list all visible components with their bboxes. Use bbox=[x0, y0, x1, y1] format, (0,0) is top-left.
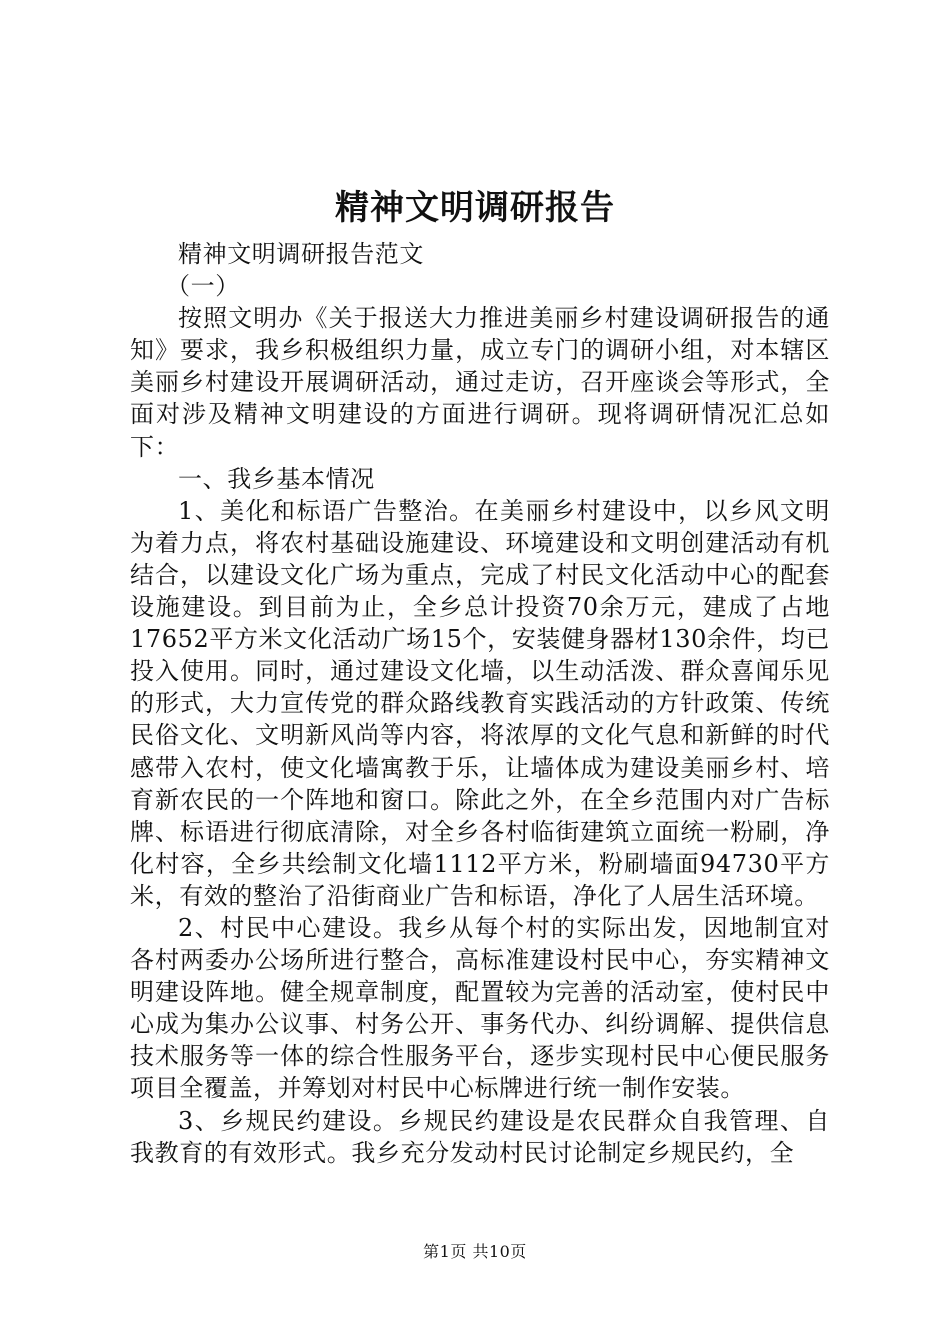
section-heading: 一、我乡基本情况 bbox=[178, 464, 375, 493]
paragraph-item-3: 3、乡规民约建设。乡规民约建设是农民群众自我管理、自我教育的有效形式。我乡充分发动村民讨论制定乡规民约，全 bbox=[130, 1106, 830, 1167]
document-title: 精神文明调研报告 bbox=[335, 188, 615, 228]
page-footer: 第1页 共10页 bbox=[423, 1242, 527, 1261]
paragraph-item-2: 2、村民中心建设。我乡从每个村的实际出发，因地制宜对各村两委办公场所进行整合，高标准建设村民中心，夯实精神文明建设阵地。健全规章制度，配置较为完善的活动室，使村民中心成为集办公议事、村务公开、事务代办、纠纷调解、提供信息技术服务等一体的综合性服务平台，逐步实现村民中心便民服务项目全覆盖，并筹划对村民中心标牌进行统一制作安装。 bbox=[130, 913, 830, 1103]
document-body bbox=[130, 238, 830, 1169]
document-subtitle: 精神文明调研报告范文 bbox=[178, 240, 424, 268]
paragraph-item-1: 1、美化和标语广告整治。在美丽乡村建设中，以乡风文明为着力点，将农村基础设施建设、环境建设和文明创建活动有机结合，以建设文化广场为重点，完成了村民文化活动中心的配套设施建设。到目前为止，全乡总计投资70余万元，建成了占地17652平方米文化活动广场15个，安装健身器材130余件，均已投入使用。同时，通过建设文化墙，以生动活泼、群众喜闻乐见的形式，大力宣传党的群众路线教育实践活动的方针政策、传统民俗文化、文明新风尚等内容，将浓厚的文化气息和新鲜的时代感带入农村，使文化墙寓教于乐，让墙体成为建设美丽乡村、培育新农民的一个阵地和窗口。除此之外，在全乡范围内对广告标牌、标语进行彻底清除，对全乡各村临街建筑立面统一粉刷，净化村容，全乡共绘制文化墙1112平方米，粉刷墙面94730平方米，有效的整治了沿街商业广告和标语，净化了人居生活环境。 bbox=[130, 496, 830, 910]
paragraph-intro: 按照文明办《关于报送大力推进美丽乡村建设调研报告的通知》要求，我乡积极组织力量，成立专门的调研小组，对本辖区美丽乡村建设开展调研活动，通过走访，召开座谈会等形式，全面对涉及精神文明建设的方面进行调研。现将调研情况汇总如下： bbox=[130, 304, 830, 461]
section-number: （一） bbox=[166, 272, 240, 301]
